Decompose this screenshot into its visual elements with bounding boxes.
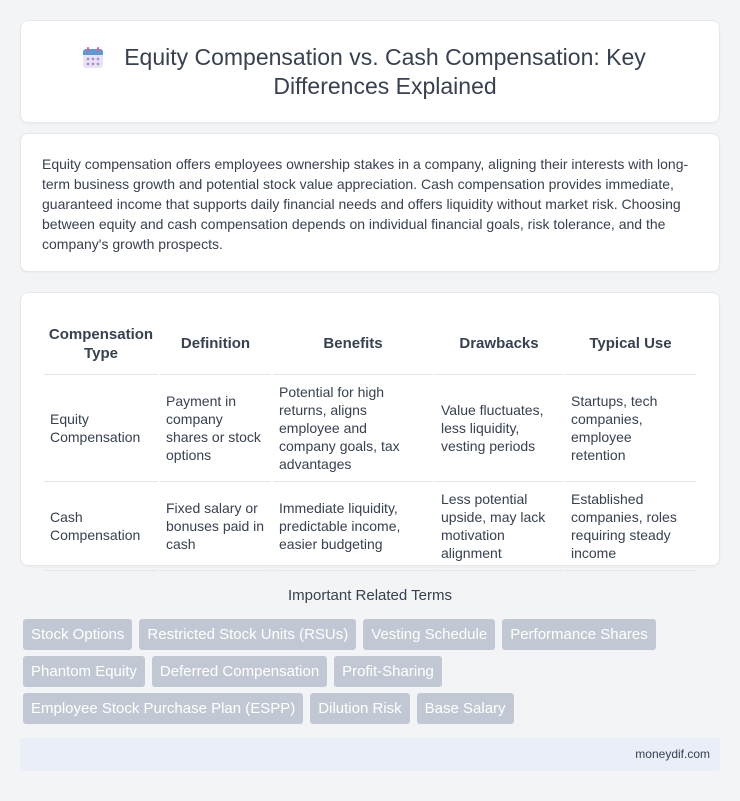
tag-performance-shares[interactable]: Performance Shares [502,619,656,650]
page-title: Equity Compensation vs. Cash Compensation: Key Differences Explained [124,44,646,99]
header-definition: Definition [160,313,271,375]
cell-drawbacks: Less potential upside, may lack motivation alignment [435,482,563,571]
header-benefits: Benefits [273,313,433,375]
intro-card [20,133,720,272]
cell-benefits: Immediate liquidity, predictable income, easier budgeting [273,482,433,571]
table-row [44,482,696,571]
related-terms-list [23,619,703,730]
header-typical-use: Typical Use [565,313,696,375]
tag-phantom-equity[interactable]: Phantom Equity [23,656,145,687]
cell-definition: Fixed salary or bonuses paid in cash [160,482,271,571]
footer-site[interactable]: moneydif.com [635,747,710,761]
tag-stock-options[interactable]: Stock Options [23,619,132,650]
related-terms-title: Important Related Terms [288,587,452,604]
cell-type: Equity Compensation [44,375,158,482]
tag-base-salary[interactable]: Base Salary [417,693,514,724]
cell-typical-use: Startups, tech companies, employee retention [565,375,696,482]
tag-dilution-risk[interactable]: Dilution Risk [310,693,409,724]
cell-benefits: Potential for high returns, aligns employee and company goals, tax advantages [273,375,433,482]
comparison-table-card [20,292,720,566]
intro-paragraph: Equity compensation offers employees ownership stakes in a company, aligning their interests with long-term business growth and potential stock value appreciation. Cash compensation provides immediate, guaranteed income that supports daily financial needs and offers liquidity without market risk. Choosing between equity and cash compensation depends on individual financial goals, risk tolerance, and the company's growth prospects. [42,156,689,252]
title-card [20,20,720,123]
table-header-row [44,313,696,375]
tag-deferred-compensation[interactable]: Deferred Compensation [152,656,327,687]
cell-drawbacks: Value fluctuates, less liquidity, vesting periods [435,375,563,482]
cell-typical-use: Established companies, roles requiring steady income [565,482,696,571]
tag-rsus[interactable]: Restricted Stock Units (RSUs) [139,619,356,650]
comparison-table [42,313,698,571]
tag-vesting-schedule[interactable]: Vesting Schedule [363,619,495,650]
footer [20,738,720,771]
header-compensation-type: Compensation Type [44,313,158,375]
table-row [44,375,696,482]
cell-definition: Payment in company shares or stock options [160,375,271,482]
header-drawbacks: Drawbacks [435,313,563,375]
tag-profit-sharing[interactable]: Profit-Sharing [334,656,442,687]
tag-espp[interactable]: Employee Stock Purchase Plan (ESPP) [23,693,303,724]
cell-type: Cash Compensation [44,482,158,571]
